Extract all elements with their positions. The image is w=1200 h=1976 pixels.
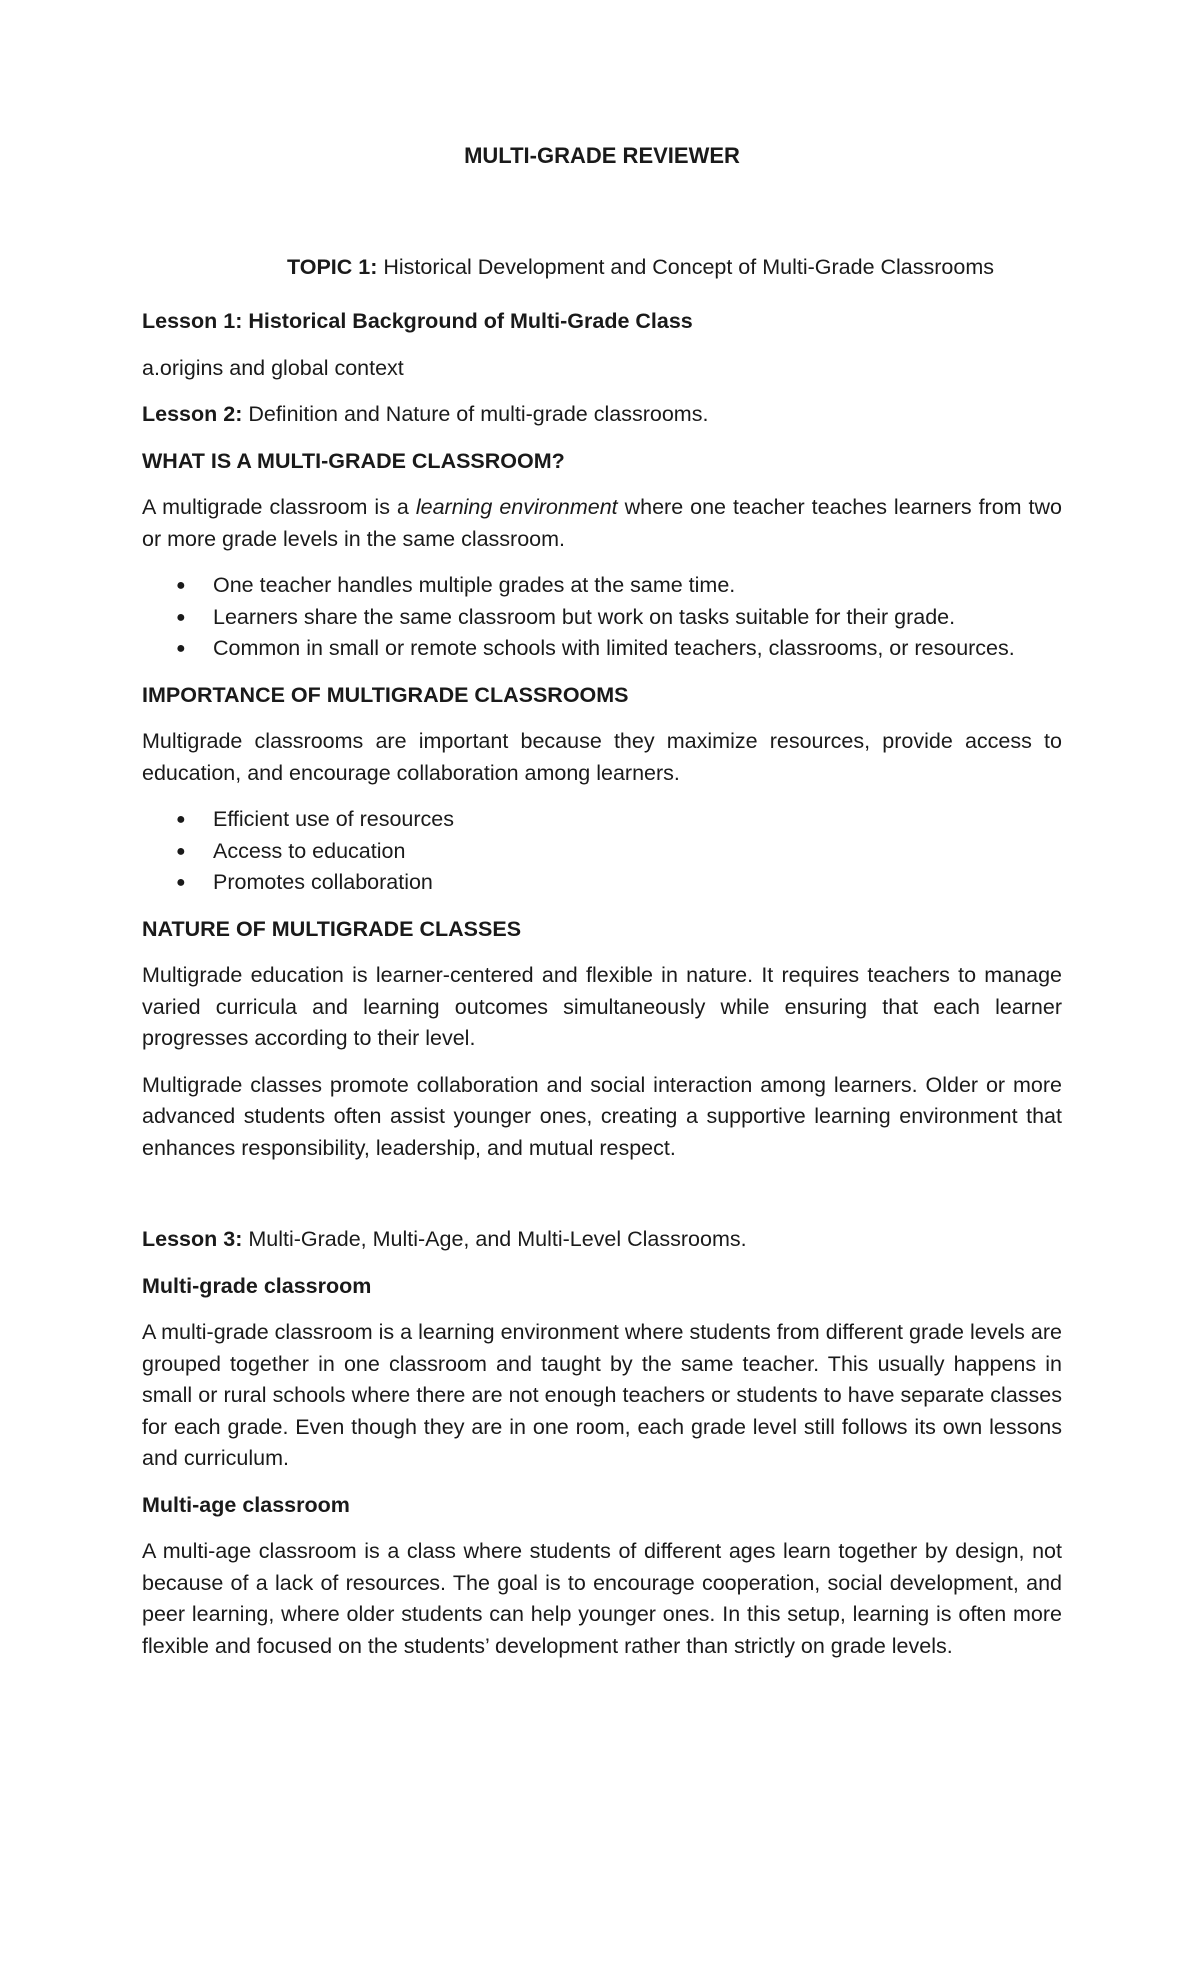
list-item xyxy=(142,867,1062,899)
bullet-icon: ● xyxy=(176,811,186,828)
lesson-3-text: Multi-Grade, Multi-Age, and Multi-Level Classrooms. xyxy=(242,1227,747,1251)
document-body xyxy=(142,306,1062,1677)
list-item xyxy=(142,836,1062,868)
bullet-icon: ● xyxy=(176,640,186,657)
bullet-icon: ● xyxy=(176,608,186,626)
list-item xyxy=(142,804,1062,836)
what-is-para-after: where one teacher teaches learners from two or more grade levels in the same classroom. xyxy=(142,495,1063,551)
lesson-3-label: Lesson 3: xyxy=(142,1227,243,1251)
what-is-heading: WHAT IS A MULTI-GRADE CLASSROOM? xyxy=(142,448,565,473)
lesson-2-text: Definition and Nature of multi-grade classrooms. xyxy=(242,402,709,426)
lesson-2-heading xyxy=(142,399,1062,431)
lesson-3-heading xyxy=(142,1224,1062,1256)
list-item xyxy=(142,633,1062,665)
lesson-2-label: Lesson 2: xyxy=(142,402,243,426)
document-title: MULTI-GRADE REVIEWER xyxy=(464,143,740,168)
multi-age-heading: Multi-age classroom xyxy=(142,1492,350,1517)
lesson-1-heading: Lesson 1: Historical Background of Multi-Grade Class xyxy=(142,309,693,333)
list-item-text: Promotes collaboration xyxy=(213,870,433,894)
importance-bullet-list xyxy=(142,804,1062,899)
list-item-text: Access to education xyxy=(213,838,406,863)
list-item-text: Efficient use of resources xyxy=(213,807,455,831)
what-is-para-emphasis: learning environment xyxy=(415,495,618,519)
multi-grade-paragraph: A multi-grade classroom is a learning environment where students from different grade levels are grouped together in one classroom and taught by the same teacher. This usually happens in small or rural schools where there are not enough teachers or students to have separate classes for each grade. Even though they are in one room, each grade level still follows its own lessons and curriculum. xyxy=(142,1320,1062,1470)
nature-paragraph-1: Multigrade education is learner-centered and flexible in nature. It requires teachers to manage varied curricula and learning outcomes simultaneously while ensuring that each learner progresses according to their level. xyxy=(142,963,1062,1050)
what-is-bullet-list xyxy=(142,570,1062,665)
topic-line xyxy=(287,252,1067,284)
multi-age-paragraph: A multi-age classroom is a class where students of different ages learn together by design, not because of a lack of resources. The goal is to encourage cooperation, social development, and peer learning, where older students can help younger ones. In this setup, learning is often more flexible and focused on the students’ development rather than strictly on grade levels. xyxy=(142,1539,1062,1658)
bullet-icon: ● xyxy=(176,577,186,594)
what-is-paragraph xyxy=(142,492,1062,555)
section-spacer xyxy=(142,1179,1062,1224)
list-item xyxy=(142,570,1062,602)
topic-text: Historical Development and Concept of Multi-Grade Classrooms xyxy=(377,255,994,279)
nature-heading: NATURE OF MULTIGRADE CLASSES xyxy=(142,916,522,941)
bullet-icon: ● xyxy=(176,874,186,891)
list-item-text: One teacher handles multiple grades at the same time. xyxy=(213,573,736,597)
list-item-text: Learners share the same classroom but work on tasks suitable for their grade. xyxy=(213,604,956,629)
list-item xyxy=(142,602,1062,634)
what-is-para-before: A multigrade classroom is a xyxy=(142,495,416,519)
importance-paragraph: Multigrade classrooms are important because they maximize resources, provide access to education, and encourage collaboration among learners. xyxy=(142,729,1062,785)
importance-heading: IMPORTANCE OF MULTIGRADE CLASSROOMS xyxy=(142,682,629,707)
nature-paragraph-2: Multigrade classes promote collaboration and social interaction among learners. Older or more advanced students often assist younger ones, creating a supportive learning environment that enhances responsibility, leadership, and mutual respect. xyxy=(142,1072,1062,1160)
topic-label: TOPIC 1: xyxy=(287,255,378,279)
multi-grade-heading: Multi-grade classroom xyxy=(142,1273,372,1298)
lesson-1-subitem: a.origins and global context xyxy=(142,355,404,380)
list-item-text: Common in small or remote schools with limited teachers, classrooms, or resources. xyxy=(213,636,1015,660)
bullet-icon: ● xyxy=(176,842,186,860)
